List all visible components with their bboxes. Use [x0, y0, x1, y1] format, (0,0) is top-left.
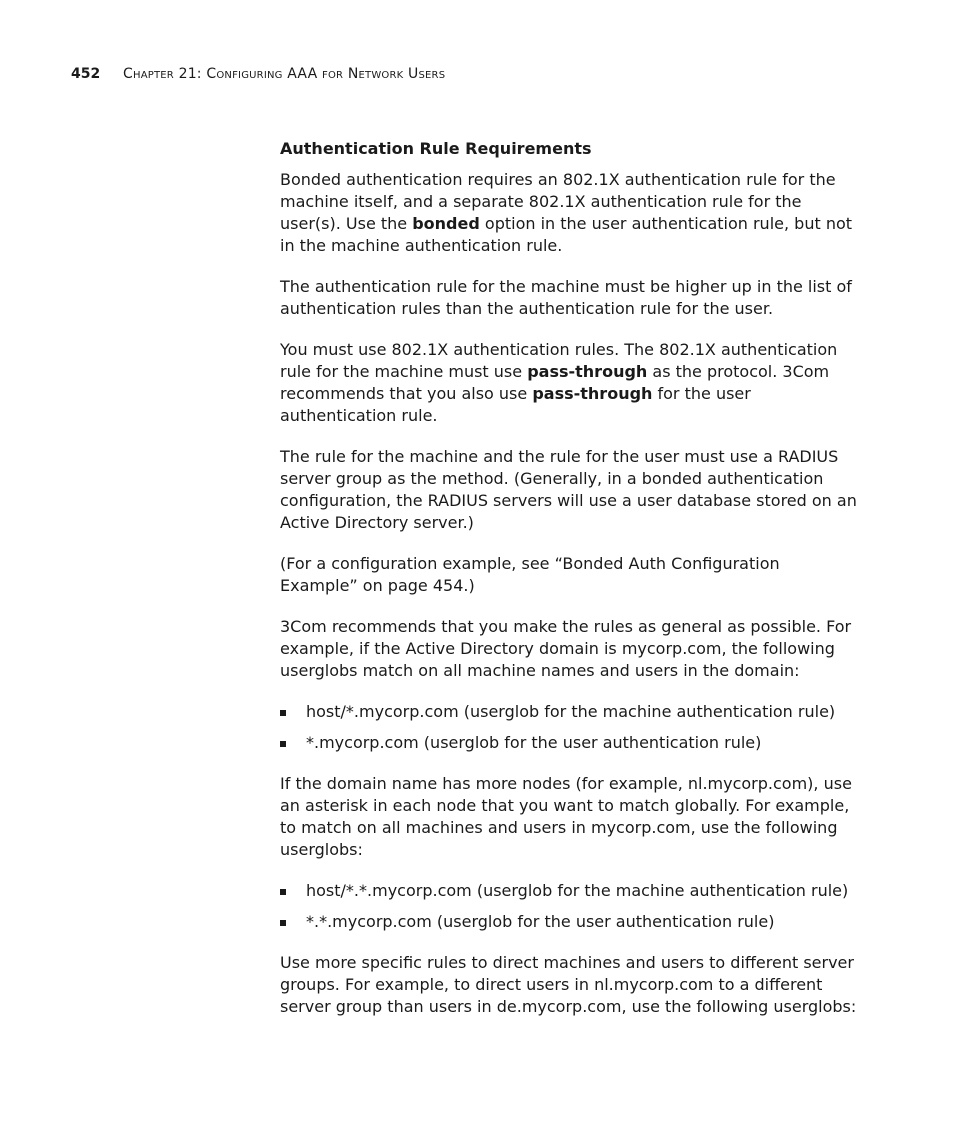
list-item-text: host/*.mycorp.com (userglob for the machine authentication rule): [306, 702, 836, 721]
paragraph-rule-order: The authentication rule for the machine must be higher up in the list of authentication rules than the authentication rule for the user.: [280, 277, 852, 318]
running-header: [71, 66, 445, 82]
text-run: You must use 802.1X authentication rules. The 802.1X authentication rule for the machine must use: [280, 340, 838, 381]
text-run: for the user authentication rule.: [280, 384, 751, 425]
bullet-square-icon: [280, 889, 286, 895]
text-run: as the protocol. 3Com recommends that you also use: [280, 362, 830, 403]
list-item: [280, 880, 860, 902]
keyword-pass-through: pass-through: [532, 384, 653, 403]
list-item-text: host/*.*.mycorp.com (userglob for the machine authentication rule): [306, 881, 849, 900]
list-item-text: *.mycorp.com (userglob for the user authentication rule): [306, 733, 762, 752]
paragraph-specific-rules: Use more specific rules to direct machines and users to different server groups. For example, to direct users in nl.mycorp.com to a different server group than users in de.mycorp.com, use the following userglobs:: [280, 953, 857, 1016]
bullet-square-icon: [280, 920, 286, 926]
bullet-square-icon: [280, 710, 286, 716]
list-item: [280, 732, 860, 754]
paragraph-general-rules: 3Com recommends that you make the rules as general as possible. For example, if the Active Directory domain is mycorp.com, the following userglobs match on all machine names and users in the domain:: [280, 617, 852, 680]
keyword-bonded: bonded: [412, 214, 480, 233]
paragraph-pass-through: [280, 339, 860, 427]
userglob-list-general: [280, 701, 860, 754]
list-item-text: *.*.mycorp.com (userglob for the user authentication rule): [306, 912, 775, 931]
userglob-list-nodes: [280, 880, 860, 933]
paragraph-radius-method: The rule for the machine and the rule for the user must use a RADIUS server group as the method. (Generally, in a bonded authentication configuration, the RADIUS servers will use a user database stored on an Active Directory server.): [280, 447, 857, 532]
text-run: option in the user authentication rule, but not in the machine authentication rule.: [280, 214, 853, 255]
list-item: [280, 911, 860, 933]
paragraph-more-nodes: If the domain name has more nodes (for example, nl.mycorp.com), use an asterisk in each node that you want to match globally. For example, to match on all machines and users in mycorp.com, use the following userglobs:: [280, 774, 852, 859]
page-number: 452: [71, 66, 101, 82]
keyword-pass-through: pass-through: [527, 362, 648, 381]
page-content: [280, 138, 860, 1037]
paragraph-config-example-reference: (For a configuration example, see “Bonded Auth Configuration Example” on page 454.): [280, 554, 780, 595]
section-heading: Authentication Rule Requirements: [280, 139, 592, 158]
text-run: Bonded authentication requires an 802.1X authentication rule for the machine itself, and a separate 802.1X authentication rule for the user(s). Use the: [280, 170, 836, 233]
chapter-title: Chapter 21: Configuring AAA for Network Users: [123, 66, 446, 82]
paragraph-bonded-requirements: [280, 169, 860, 257]
bullet-square-icon: [280, 741, 286, 747]
list-item: [280, 701, 860, 723]
